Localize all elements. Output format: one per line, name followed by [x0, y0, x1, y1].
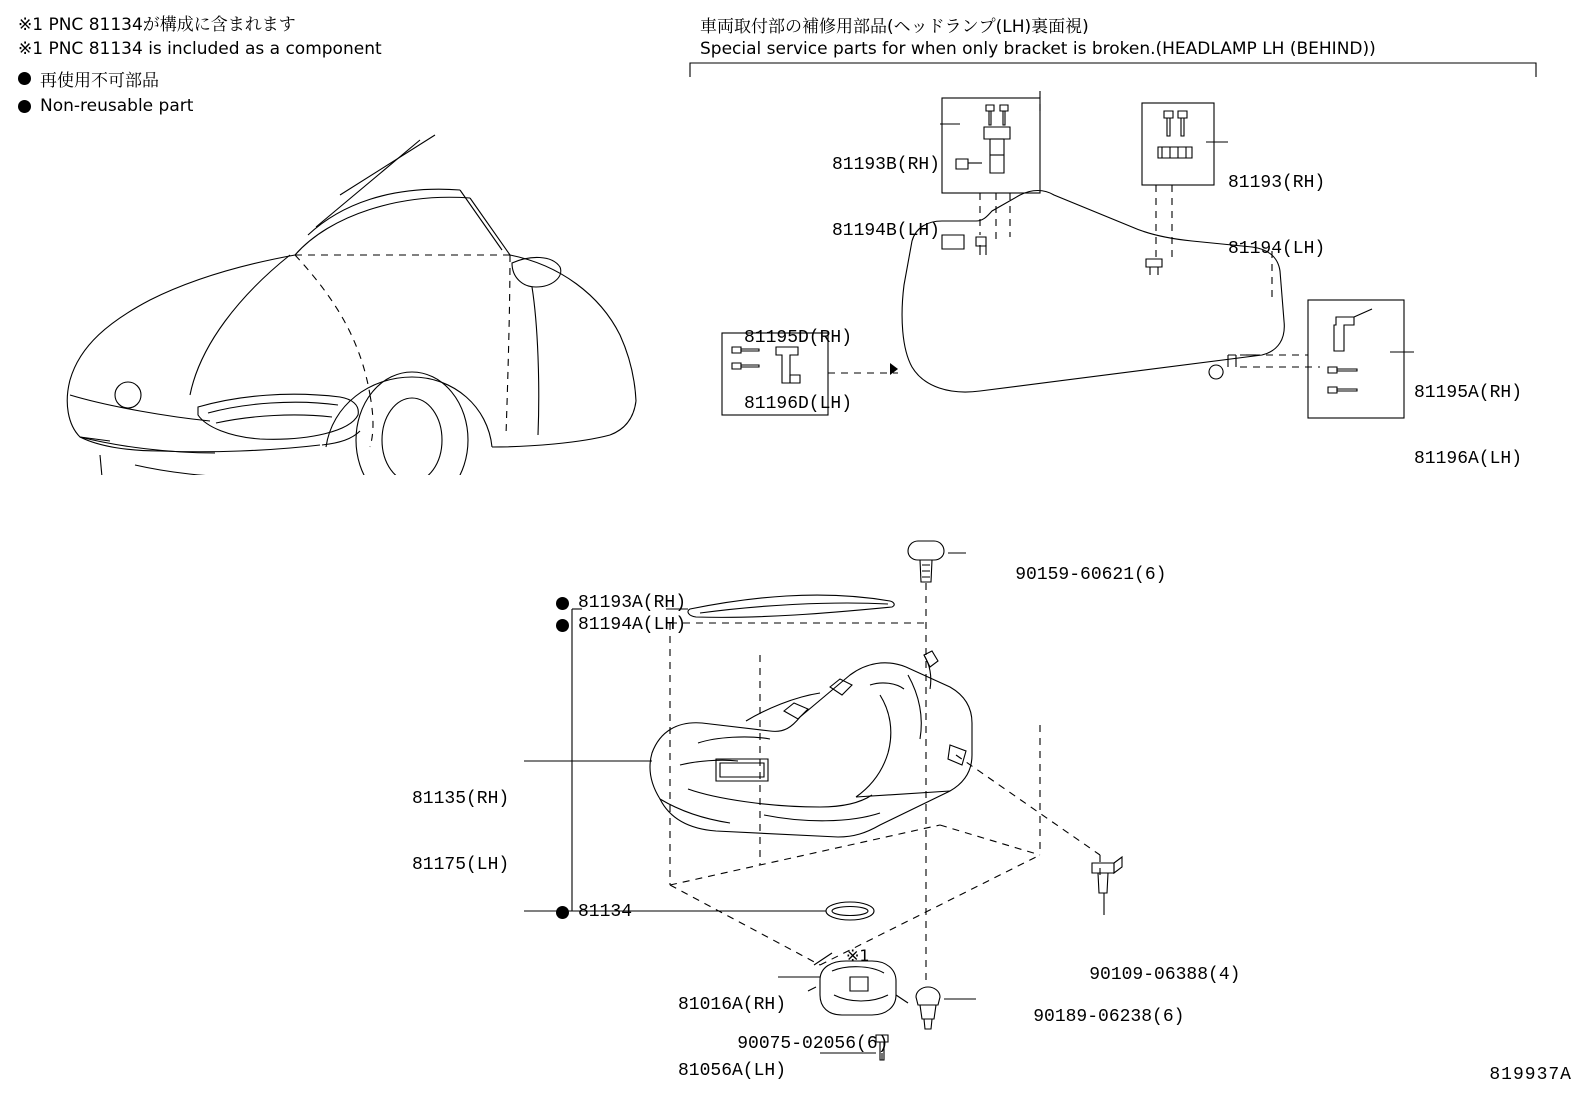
callout-bracket-a	[1414, 338, 1522, 514]
non-reusable-bullet-icon-5	[556, 906, 569, 919]
legend-label-jp: 再使用不可部品	[40, 71, 159, 91]
callout-gasket	[556, 901, 632, 923]
callout-screw-top-label: 90159-60621(6)	[1015, 565, 1167, 585]
bracket-title-jp: 車両取付部の補修用部品(ヘッドランプ(LH)裏面視)	[700, 17, 1089, 37]
callout-bracket-a-line2: 81196A(LH)	[1414, 449, 1523, 469]
callout-clip-bottom-label: 90189-06238(6)	[1033, 1007, 1185, 1027]
callout-bulb-cover-line2: 81056A(LH)	[678, 1061, 787, 1081]
leader-bracket-b	[940, 118, 960, 130]
callout-seal-upper-line1: 81193A(RH)	[578, 593, 687, 613]
callout-gasket-row	[556, 901, 632, 923]
callout-bulb-cover-line1: 81016A(RH)	[678, 995, 787, 1015]
callout-headlamp-unit-line2: 81175(LH)	[412, 855, 510, 875]
leader-bracket-screws	[1206, 136, 1228, 148]
callout-bulb-cover-ref: ※1	[846, 946, 870, 965]
callout-bracket-d-line2: 81196D(LH)	[744, 394, 853, 414]
callout-bracket-b-line2: 81194B(LH)	[831, 221, 940, 241]
callout-bracket-d-line1: 81195D(RH)	[744, 328, 853, 348]
callout-screw-bottom-label: 90075-02056(6)	[737, 1034, 889, 1054]
callout-screw-bottom	[694, 1011, 888, 1077]
callout-clip-bottom	[990, 984, 1184, 1050]
callout-bracket-b-line1: 81193B(RH)	[831, 155, 940, 175]
bracket-title-en: Special service parts for when only bracket is broken.(HEADLAMP LH (BEHIND))	[700, 39, 1376, 59]
callout-headlamp-unit	[412, 744, 509, 920]
leader-bracket-a	[1390, 346, 1414, 358]
callout-seal-upper-row1	[556, 592, 686, 614]
callout-screw-top	[972, 542, 1166, 608]
vehicle-illustration	[40, 95, 660, 475]
callout-bracket-screws	[1228, 128, 1325, 304]
callout-seal-upper-line2: 81194A(LH)	[578, 615, 687, 635]
callout-bracket-a-line1: 81195A(RH)	[1414, 383, 1523, 403]
callout-bracket-screws-line2: 81194(LH)	[1228, 239, 1326, 259]
legend-label-en: Non-reusable part	[40, 96, 194, 116]
non-reusable-bullet-icon-2	[18, 100, 31, 113]
notes-block	[18, 10, 382, 59]
callout-bracket-b	[820, 110, 940, 286]
note-jp: ※1 PNC 81134が構成に含まれます	[18, 15, 296, 35]
non-reusable-bullet-icon-3	[556, 597, 569, 610]
callout-bolt-right-label: 90109-06388(4)	[1089, 965, 1241, 985]
non-reusable-bullet-icon-4	[556, 619, 569, 632]
callout-gasket-label: 81134	[578, 902, 633, 922]
note-en: ※1 PNC 81134 is included as a component	[18, 39, 382, 59]
legend-row-jp	[18, 66, 193, 91]
callout-bracket-d	[744, 283, 852, 459]
figure-id: 819937A	[1489, 1065, 1572, 1085]
callout-seal-upper-row2	[556, 614, 686, 636]
callout-seal-upper	[556, 592, 686, 636]
non-reusable-bullet-icon	[18, 72, 31, 85]
callout-headlamp-unit-line1: 81135(RH)	[412, 789, 510, 809]
bracket-section-title	[700, 12, 1376, 59]
callout-bracket-screws-line1: 81193(RH)	[1228, 173, 1326, 193]
